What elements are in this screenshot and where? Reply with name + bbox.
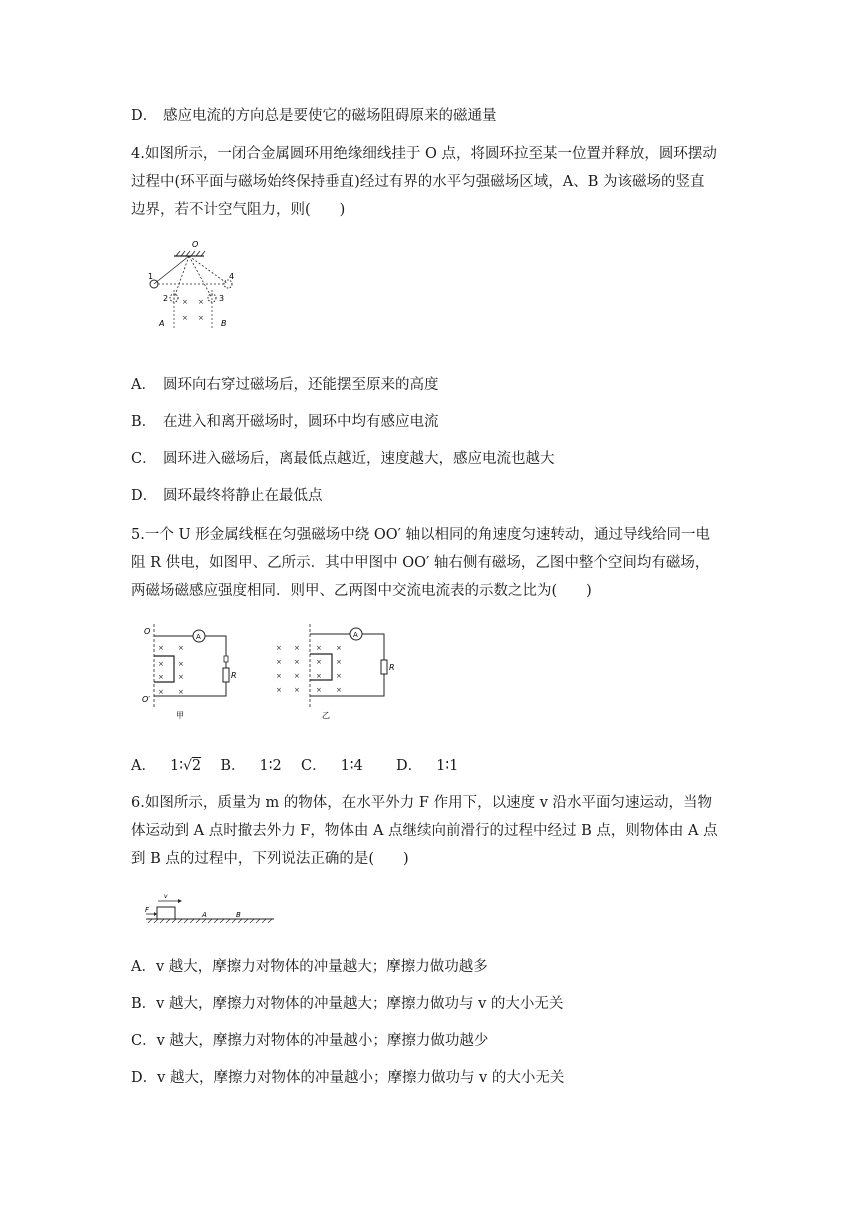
svg-text:×: × [316,658,322,666]
svg-text:×: × [178,644,184,652]
label-3: 3 [219,294,225,303]
svg-text:甲: 甲 [176,711,184,720]
q6-option-d: D．v 越大，摩擦力对物体的冲量越小；摩擦力做功与 v 的大小无关 [131,1070,565,1086]
svg-text:×: × [158,688,164,696]
q6-option-a: A．v 越大，摩擦力对物体的冲量越大；摩擦力做功越多 [131,959,488,975]
q5-figure-jia [138,620,248,725]
q4-stem: 4.如图所示，一闭合金属圆环用绝缘细线挂于 O 点，将圆环拉至某一位置并释放，圆环摆动 过程中(环平面与磁场始终保持垂直)经过有界的水平匀强磁场区域，A、B 为该磁场的竖直 边界，若不计空气阻力，则( ) [131,146,717,218]
svg-text:×: × [276,644,282,652]
q6-option-c: C．v 越大，摩擦力对物体的冲量越小；摩擦力做功越少 [131,1033,489,1049]
svg-text:×: × [182,314,188,322]
q4-option-b: B． 在进入和离开磁场时，圆环中均有感应电流 [131,414,439,430]
svg-text:×: × [158,673,164,681]
resistor-icon [223,668,229,682]
q6-option-b: B．v 越大，摩擦力对物体的冲量越大；摩擦力做功与 v 的大小无关 [131,996,564,1012]
svg-text:×: × [316,686,322,694]
q4-option-a: A． 圆环向右穿过磁场后，还能摆至原来的高度 [131,377,439,393]
svg-text:×: × [178,660,184,668]
svg-text:×: × [178,673,184,681]
q4-option-d: D． 圆环最终将静止在最低点 [131,488,323,504]
label-2: 2 [163,294,169,303]
svg-text:F: F [145,906,150,914]
q6-block-figure [140,890,280,926]
svg-text:v: v [164,893,168,900]
svg-text:R: R [231,671,237,680]
svg-text:×: × [336,658,342,666]
svg-text:×: × [198,298,204,306]
q6-stem: 6.如图所示，质量为 m 的物体，在水平外力 F 作用下，以速度 v 沿水平面匀速运动，当物 体运动到 A 点时撤去外力 F，物体由 A 点继续向前滑行的过程中经过 B 点，则物体由 A 点 到 B 点的过程中，下列说法正确的是( ) [131,795,718,867]
svg-text:×: × [178,688,184,696]
svg-text:A: A [202,911,207,919]
svg-text:×: × [316,644,322,652]
q5-option-a: A． 1∶√2 [131,758,202,774]
svg-text:×: × [336,672,342,680]
q5-options [131,756,458,776]
label-1: 1 [148,272,154,281]
q5-option-d: D． 1∶1 [396,758,459,774]
q5-stem: 5.一个 U 形金属线框在匀强磁场中绕 OO′ 轴以相同的角速度匀速转动，通过导线给同一电 阻 R 供电，如图甲、乙所示．其中甲图中 OO′ 轴右侧有磁场，乙图中整个空间均有磁场， 两磁场磁感应强度相同．则甲、乙两图中交流电流表的示数之比为( ) [131,527,711,599]
q3-option-d: D． 感应电流的方向总是要使它的磁场阻碍原来的磁通量 [131,108,497,124]
svg-text:×: × [276,686,282,694]
q4-pendulum-figure [140,236,250,332]
q5-figure-yi [272,620,402,725]
q5-option-b: B． 1∶2 [220,758,282,774]
resistor-icon [381,660,387,674]
svg-text:×: × [294,644,300,652]
label-b: B [221,319,227,328]
svg-text:×: × [294,686,300,694]
block-icon [157,907,175,919]
svg-text:×: × [276,672,282,680]
svg-text:×: × [158,660,164,668]
svg-text:O′: O′ [142,695,151,704]
svg-text:乙: 乙 [322,711,330,720]
svg-text:A: A [353,631,358,639]
svg-text:O: O [144,627,151,636]
svg-text:×: × [316,672,322,680]
label-o: O [192,240,199,249]
sqrt-icon: √ [182,758,192,774]
label-a: A [159,319,165,328]
svg-text:B: B [236,911,241,919]
svg-text:×: × [294,672,300,680]
label-4: 4 [229,272,235,281]
svg-text:×: × [158,644,164,652]
q5-option-c: C． 1∶4 [300,758,363,774]
svg-text:×: × [336,644,342,652]
svg-text:×: × [336,686,342,694]
svg-text:A: A [196,633,201,641]
svg-text:×: × [276,658,282,666]
svg-text:R: R [389,663,395,672]
svg-text:×: × [182,298,188,306]
q4-option-c: C． 圆环进入磁场后，离最低点越近，速度越大，感应电流也越大 [131,451,555,467]
svg-text:×: × [198,314,204,322]
svg-text:×: × [294,658,300,666]
